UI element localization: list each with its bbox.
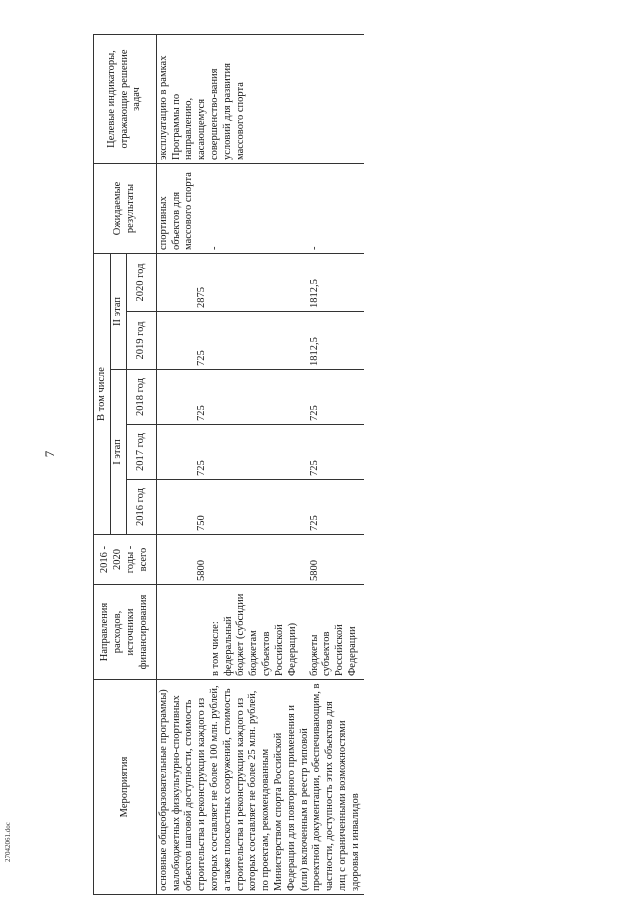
funding-regional: бюджеты субъектов Российской Федерации	[308, 585, 364, 680]
federal-2016-value: 750	[195, 515, 207, 531]
header-year-2019: 2019 год	[126, 312, 156, 370]
federal-2017-value: 725	[195, 460, 207, 476]
table-row	[156, 35, 307, 895]
budget-table	[93, 34, 364, 895]
header-incl: В том числе	[94, 254, 111, 535]
table-header	[94, 35, 157, 895]
federal-2018-value: 725	[195, 405, 207, 421]
rotated-table-container	[93, 35, 605, 895]
regional-2017: 725	[308, 425, 364, 480]
federal-2019-value: 725	[195, 350, 207, 366]
regional-2018: 725	[308, 370, 364, 425]
footer-filename: 27042061.doc	[4, 822, 12, 862]
federal-budget-label: федеральный бюджет (субсидии бюджетам субъектов Российской Федерации)	[222, 593, 298, 676]
header-indicators: Целевые индикаторы, отражающие решение задач	[94, 35, 157, 164]
activity-description: основные общеобразовательные программы) малобюджетных физкультурно-спортивных объектов шаговой доступности, стоимость строительства и реконструкции каждого из которых составляет не более 100 млн. рублей, а также плоскостных сооружений, стоимость строительства и реконструкции каждого из которых составляет не более 25 млн. рублей, по проектам, рекомендованным Министерством спорта Российской Федерации для повторного применения и (или) включенным в реестр типовой проектной документации, обеспечивающим, в частности, доступность этих объектов для лиц с ограниченными возможностями здоровья и инвалидов	[156, 680, 363, 895]
federal-total-value: 5800	[195, 560, 207, 581]
header-stage-1: I этап	[111, 370, 127, 535]
regional-2019: 1812,5	[308, 312, 364, 370]
header-year-2018: 2018 год	[126, 370, 156, 425]
page-number: 7	[42, 450, 57, 458]
federal-2017	[156, 425, 307, 480]
results-text: спортивных объектов для массового спорта	[157, 172, 195, 250]
federal-2019	[156, 312, 307, 370]
federal-2020-value: 2875	[195, 287, 207, 308]
results-regional: -	[308, 164, 364, 254]
regional-2020: 1812,5	[308, 254, 364, 312]
header-total: 2016 - 2020 годы - всего	[94, 535, 157, 585]
header-year-2020: 2020 год	[126, 254, 156, 312]
federal-2016	[156, 480, 307, 535]
in-that-number-label: в том числе:	[209, 621, 221, 676]
federal-2018	[156, 370, 307, 425]
header-year-2016: 2016 год	[126, 480, 156, 535]
federal-2020	[156, 254, 307, 312]
results-dash: -	[208, 246, 220, 250]
table-body	[156, 35, 363, 895]
header-year-2017: 2017 год	[126, 425, 156, 480]
funding-federal	[156, 585, 307, 680]
results-federal	[156, 164, 307, 254]
header-results: Ожидаемые результаты	[94, 164, 157, 254]
header-activities: Мероприятия	[94, 680, 157, 895]
indicators-cell: эксплуатацию в рамках Программы по направлению, касающемуся совершенство-вания условий для развития массового спорта	[156, 35, 363, 164]
regional-2016: 725	[308, 480, 364, 535]
federal-total	[156, 535, 307, 585]
header-stage-2: II этап	[111, 254, 127, 370]
header-funding: Направления расходов, источники финансирования	[94, 585, 157, 680]
regional-total: 5800	[308, 535, 364, 585]
